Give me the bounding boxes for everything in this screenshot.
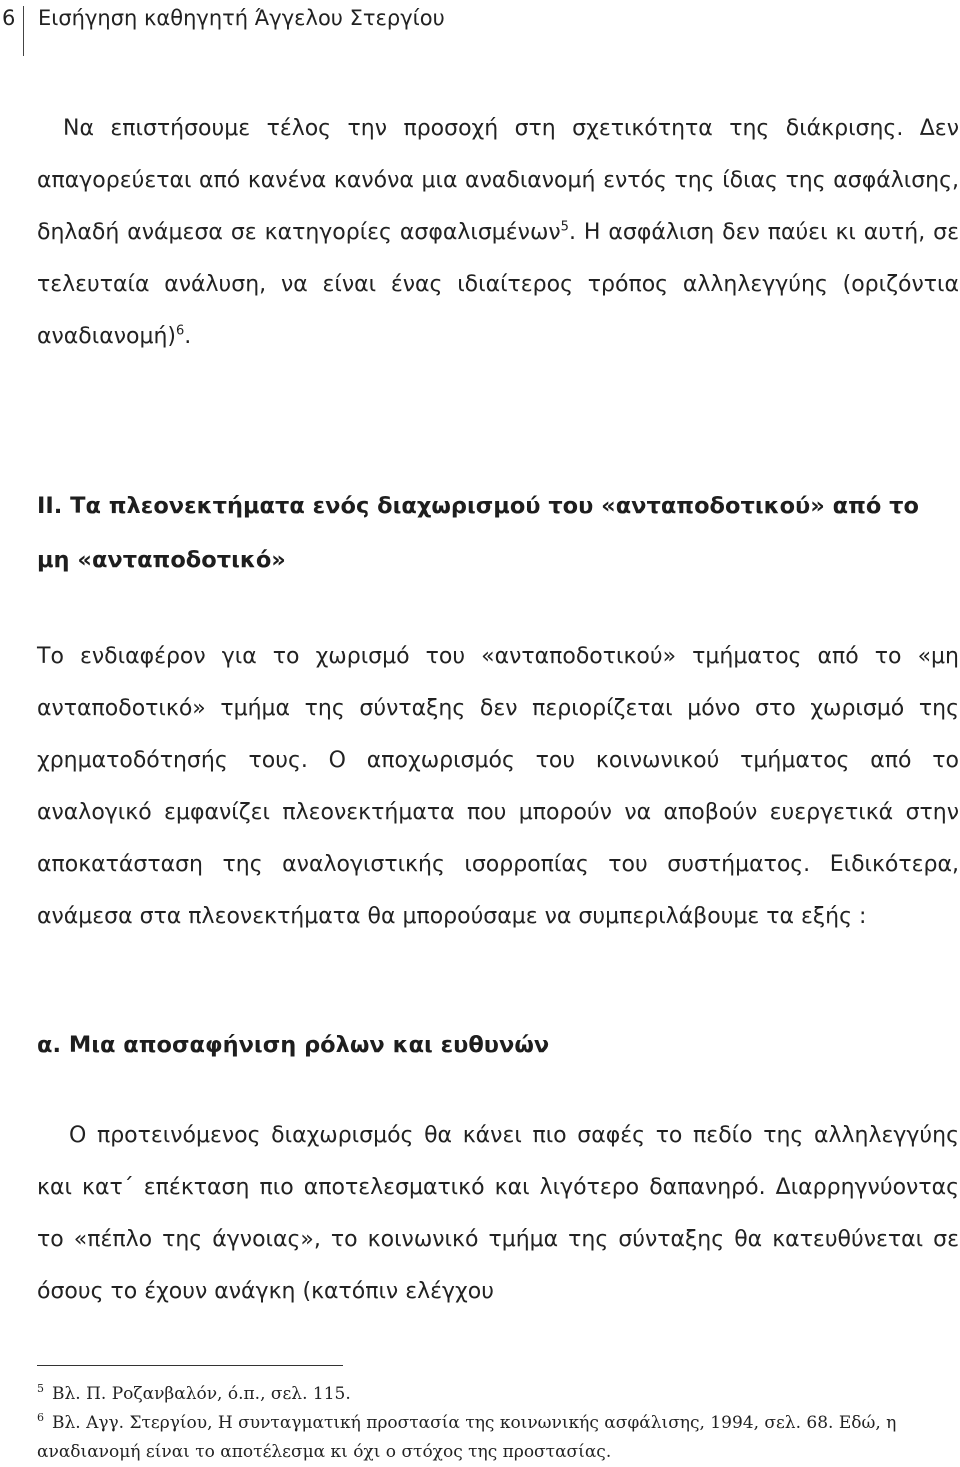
footnote-text: Βλ. Αγγ. Στεργίου, Η συνταγματική προστασία της κοινωνικής ασφάλισης, 1994, σελ. 68. Εδώ, η αναδιανομή είναι το αποτέλεσμα κι όχι ο στόχος της προστασίας. (37, 1413, 897, 1462)
page-number: 6 (2, 6, 16, 30)
footnote-text: Βλ. Π. Ροζανβαλόν, ό.π., σελ. 115. (52, 1384, 351, 1404)
paragraph-1-text-c: . (184, 324, 192, 349)
paragraph-2: Το ενδιαφέρον για το χωρισμό του «ανταποδοτικού» τμήματος από το «μη ανταποδοτικό» τμήμα της σύνταξης δεν περιορίζεται μόνο στο χωρισμό της χρηματοδότησής τους. Ο αποχωρισμός του κοινωνικού τμήματος από το αναλογικό εμφανίζει πλεονεκτήματα που μπορούν να αποβούν ευεργετικά στην αποκατάσταση της αναλογιστικής ισορροπίας του συστήματος. Ειδικότερα, ανάμεσα στα πλεονεκτήματα θα μπορούσαμε να συμπεριλάβουμε τα εξής : (37, 644, 959, 929)
page-header (0, 6, 960, 56)
footnote-divider (37, 1365, 343, 1366)
footnote-5 (37, 1380, 959, 1409)
section-heading-ii: II. Τα πλεονεκτήματα ενός διαχωρισμού του «ανταποδοτικού» από το μη «ανταποδοτικό» (37, 493, 919, 573)
footnote-ref-5[interactable]: 5 (560, 219, 569, 235)
paragraph-3: Ο προτεινόμενος διαχωρισμός θα κάνει πιο σαφές το πεδίο της αλληλεγγύης και κατ΄ επέκταση πιο αποτελεσματικό και λιγότερο δαπανηρό. Διαρρηγνύοντας το «πέπλο της άγνοιας», το κοινωνικό τμήμα της σύνταξης θα κατευθύνεται σε όσους το έχουν ανάγκη (κατόπιν ελέγχου (37, 1123, 959, 1304)
footnote-ref-6[interactable]: 6 (175, 323, 185, 339)
footnotes (37, 1380, 959, 1467)
footnote-6 (37, 1409, 959, 1467)
running-title: Εισήγηση καθηγητή Άγγελου Στεργίου (38, 6, 445, 30)
footnote-marker: 5 (37, 1382, 44, 1396)
paragraph-1 (37, 103, 959, 363)
paragraph-1-text-a: Να επιστήσουμε τέλος την προσοχή στη σχετικότητα της διάκρισης. Δεν απαγορεύεται από κανένα κανόνα μια αναδιανομή εντός της ίδιας της ασφάλισης, δηλαδή ανάμεσα σε κατηγορίες ασφαλισμένων (37, 116, 959, 245)
footnote-marker: 6 (37, 1411, 44, 1425)
paragraph-1-text-b: . Η ασφάλιση δεν παύει κι αυτή, σε τελευταία ανάλυση, να είναι ένας ιδιαίτερος τρόπος αλληλεγγύης (οριζόντια αναδιανομή) (37, 220, 959, 349)
header-divider (23, 6, 24, 56)
subsection-heading-a: α. Μια αποσαφήνιση ρόλων και ευθυνών (37, 1032, 550, 1058)
